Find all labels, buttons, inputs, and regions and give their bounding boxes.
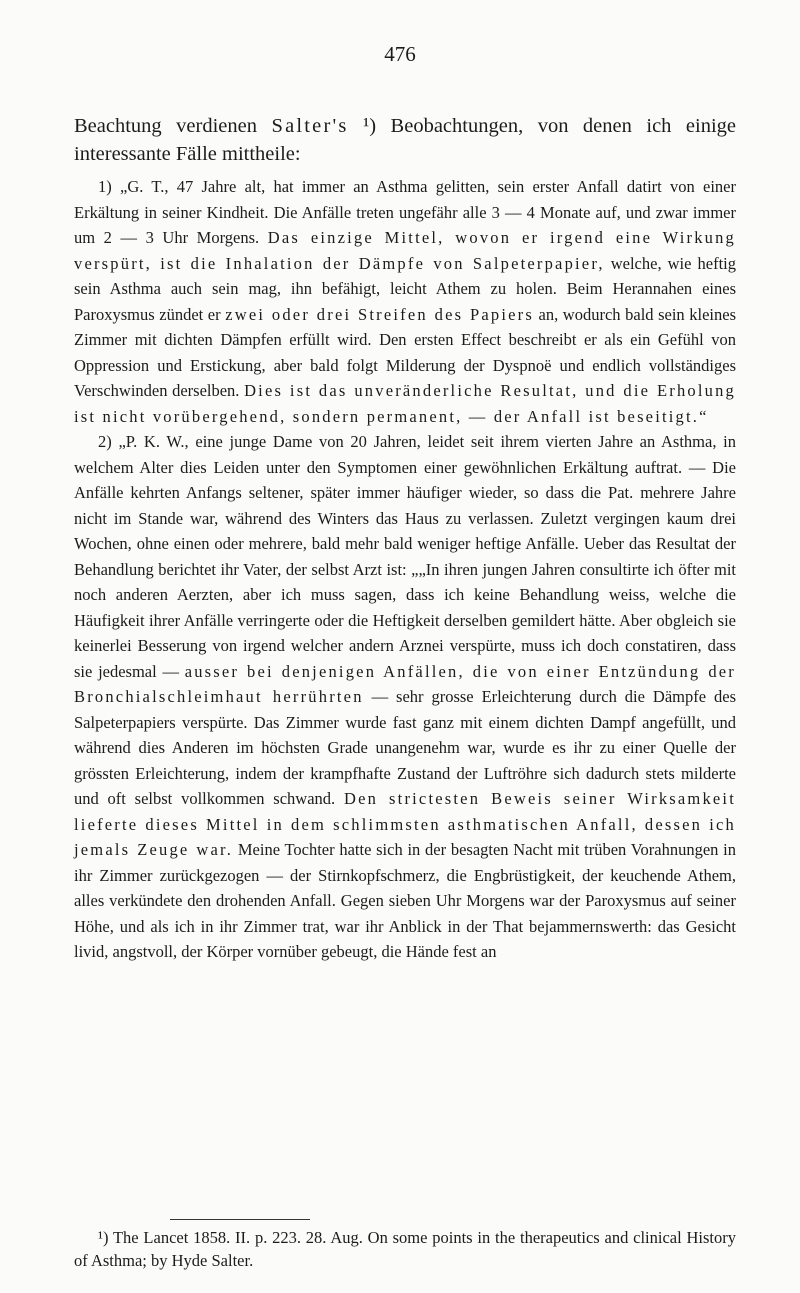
case-1-text-3: an, wodurch bald sein kleines Zimmer mit dichten Dämpfen erfüllt wird. Den ersten Effect beschreibt er als ein Gefühl von Oppression und Erstickung, aber bald folgt Milderung der Dyspnoë und endlich vollständiges Verschwinden derselben. — [74, 304, 736, 400]
page-body — [74, 112, 736, 965]
case-2-text-1: 2) „P. K. W., eine junge Dame von 20 Jahren, leidet seit ihrem vierten Jahre an Asthma, in welchem Alter dies Leiden unter den Symptomen einer gewöhnlichen Erkältung auftrat. — Die Anfälle kehrten Anfangs seltener, später immer häufiger wieder, so dass die Pat. mehrere Jahre nicht im Stande war, während des Winters das Haus zu verlassen. Zuletzt vergingen kaum drei Wochen, ohne einen oder mehrere, bald mehr bald weniger heftige Anfälle. Ueber das Resultat der Behandlung berichtet ihr Vater, der selbst Arzt ist: „„In ihren jungen Jahren consultirte ich öfter mit noch anderen Aerzten, aber ich muss sagen, dass ich keine Behandlung weiss, welche die Häufigkeit ihrer Anfälle verringerte oder die Heftigkeit derselben gemildert hätte. Aber obgleich sie keinerlei Besserung von irgend welcher andern Arznei verspürte, muss ich doch constatiren, dass sie jedesmal — — [74, 432, 736, 681]
footnote — [74, 1226, 736, 1272]
footnote-reference: ¹) — [363, 115, 377, 137]
case-1-spaced-3: Dies ist das unveränderliche Resultat, und die Erholung ist nicht vorübergehend, sondern permanent, — der Anfall ist beseitigt. — [74, 381, 736, 426]
intro-text-before: Beachtung verdienen — [74, 115, 272, 137]
case-2-text-2: — sehr grosse Erleichterung durch die Dämpfe des Salpeterpapiers verspürte. Das Zimmer wurde fast ganz mit einem dichten Dampf angefüllt, und während dies Anderen im höchsten Grade unangenehm war, wurde es ihr zu einer Quelle der grössten Erleichterung, indem der krampfhafte Zustand der Luftröhre sich dadurch stets milderte und oft selbst vollkommen schwand. — [74, 687, 736, 808]
footnote-marker: ¹) — [98, 1228, 109, 1247]
footnote-text: The Lancet 1858. II. p. 223. 28. Aug. On some points in the therapeutics and clinical History of Asthma; by Hyde Salter. — [74, 1228, 736, 1270]
case-1-text-2: welche, wie heftig sein Asthma auch sein mag, ihn befähigt, leicht Athem zu holen. Beim Herannahen eines Paroxysmus zündet er — [74, 253, 736, 324]
intro-text-after: Beobachtungen, von denen ich einige interessante Fälle mittheile: — [74, 115, 737, 165]
case-2-spaced-2: Den strictesten Beweis seiner Wirksamkeit lieferte dieses Mittel in dem schlimmsten asthmatischen Anfall, dessen ich jemals Zeuge war. — [74, 789, 736, 859]
intro-paragraph — [74, 112, 736, 168]
case-1-spaced-1: Das einzige Mittel, wovon er irgend eine Wirkung verspürt, ist die Inhalation der Dämpfe von Salpeterpapier, — [74, 228, 736, 273]
footnote-divider — [170, 1219, 310, 1220]
case-1-text-4: “ — [699, 406, 707, 426]
case-1-paragraph — [74, 174, 736, 429]
case-2-paragraph — [74, 429, 736, 965]
page-number: 476 — [384, 42, 416, 66]
case-1-spaced-2: zwei oder drei Streifen des Papiers — [225, 304, 534, 324]
case-2-spaced-1: ausser bei denjenigen Anfällen, die von einer Entzündung der Bronchialschleimhaut herrührten — [74, 661, 736, 706]
case-1-text-1: 1) „G. T., 47 Jahre alt, hat immer an Asthma gelitten, sein erster Anfall datirt von einer Erkältung in seiner Kindheit. Die Anfälle treten ungefähr alle 3 — 4 Monate auf, und zwar immer um 2 — 3 Uhr Morgens. — [74, 177, 736, 247]
case-2-text-3: Meine Tochter hatte sich in der besagten Nacht mit trüben Vorahnungen in ihr Zimmer zurückgezogen — der Stirnkopfschmerz, die Engbrüstigkeit, der keuchende Athem, alles verkündete den drohenden Anfall. Gegen sieben Uhr Morgens war der Paroxysmus auf seiner Höhe, und als ich in ihr Zimmer trat, war ihr Anblick in der That bejammernswerth: das Gesicht livid, angstvoll, der Körper vornüber gebeugt, die Hände fest an — [74, 840, 736, 961]
author-name: Salter's — [271, 115, 349, 137]
